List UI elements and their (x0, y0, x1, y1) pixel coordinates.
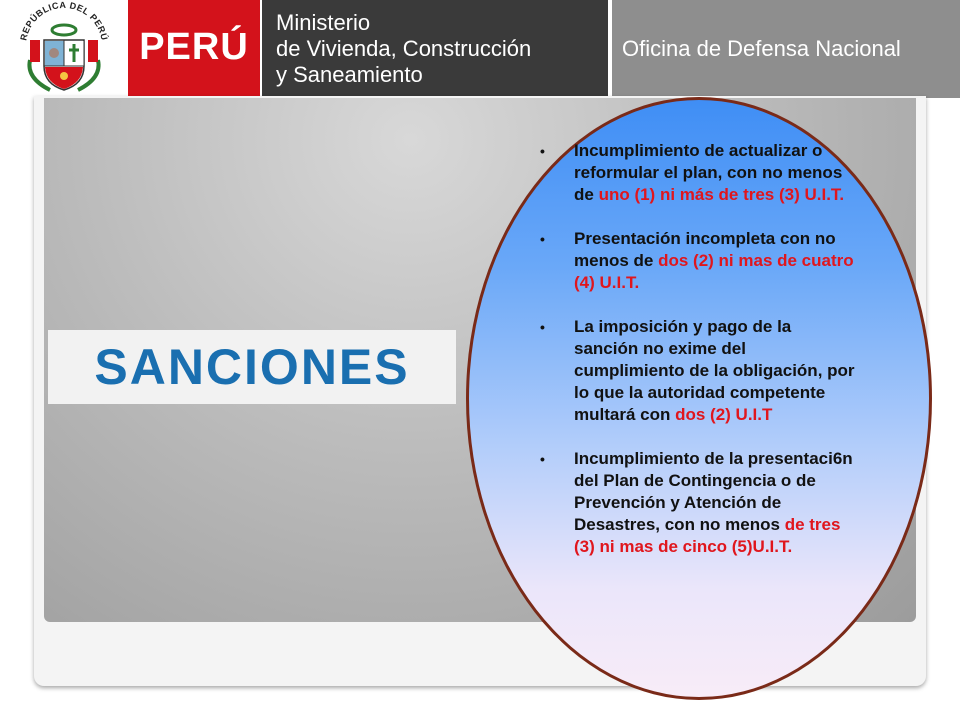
sanctions-list (540, 140, 858, 580)
office-block (612, 0, 960, 98)
header (0, 0, 960, 98)
ministry-line-2: de Vivienda, Construcción (276, 36, 532, 61)
sanction-penalty: dos (2) U.I.T (675, 405, 773, 424)
office-label: Oficina de Defensa Nacional (622, 36, 901, 61)
sanction-item-3 (540, 316, 858, 426)
header-divider (608, 0, 610, 98)
ministry-line-3: y Saneamiento (276, 62, 423, 87)
coat-of-arms (0, 0, 128, 98)
sanction-penalty: uno (1) ni más de tres (3) U.I.T. (598, 185, 845, 204)
sanction-item-4 (540, 448, 858, 558)
sanction-item-2 (540, 228, 858, 294)
sanction-item-1 (540, 140, 858, 206)
bullet-icon: • (540, 319, 545, 335)
crest-lettering: REPÚBLICA DEL PERÚ (18, 0, 110, 42)
sanction-text: Incumplimiento de la presentaci6n del Plan de Contingencia o de Prevención y Atención de Desastres, con no menos (574, 449, 853, 534)
ministry-line-1: Ministerio (276, 10, 371, 35)
sanction-text: Presentación incompleta con no menos de (574, 229, 836, 270)
peru-label: PERÚ (139, 26, 249, 68)
ministry-block (262, 0, 608, 98)
sanction-penalty: dos (2) ni mas de cuatro (4) U.I.T. (574, 251, 854, 292)
bullet-icon: • (540, 231, 545, 247)
peru-coat-of-arms-icon (0, 0, 128, 98)
sanction-text: Incumplimiento de actualizar o reformular el plan, con no menos de (574, 141, 843, 204)
bullet-icon: • (540, 143, 545, 159)
title-box (48, 330, 456, 404)
peru-brand-block (128, 0, 260, 98)
sanction-text: La imposición y pago de la sanción no exime del cumplimiento de la obligación, por lo que la autoridad competente multará con (574, 317, 855, 424)
bullet-icon: • (540, 451, 545, 467)
sanction-penalty: de tres (3) ni mas de cinco (5)U.I.T. (574, 515, 841, 556)
slide-title: SANCIONES (94, 339, 410, 395)
